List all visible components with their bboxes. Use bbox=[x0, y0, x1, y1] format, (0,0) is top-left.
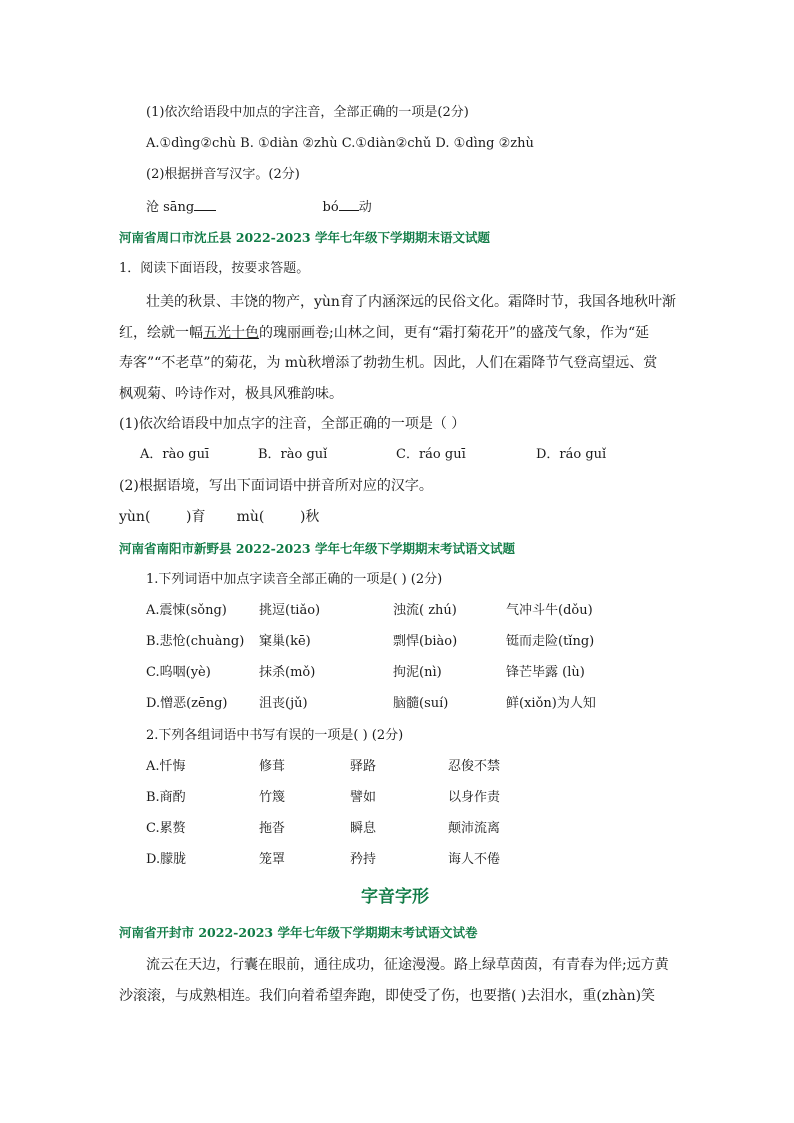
passage-line: 流云在天边，行囊在眼前，通往成功，征途漫漫。路上绿草茵茵，有青春为伴;远方黄 bbox=[146, 957, 669, 973]
option-cell: D.朦胧 bbox=[146, 852, 187, 867]
option-cell: 挑逗(tiǎo) bbox=[259, 603, 321, 618]
passage-text: 的瑰丽画卷;山林之间，更有“霜打菊花开”的盛茂气象，作为“延 bbox=[259, 325, 650, 341]
question-text: (2)根据拼音写汉字。(2分) bbox=[146, 167, 300, 182]
question-text: 1．阅读下面语段，按要求答题。 bbox=[119, 261, 310, 276]
passage-line: 寿客”“不老草”的菊花，为 mù秋增添了勃勃生机。因此，人们在霜降节气登高望远、赏 bbox=[119, 355, 658, 371]
option-cell: 抹杀(mǒ) bbox=[259, 665, 316, 680]
fill-blank-prefix: 沧 sāng bbox=[146, 200, 195, 215]
option-cell: 鲜(xiǒn)为人知 bbox=[506, 696, 596, 711]
fill-blank-line: yùn( )育 mù( )秋 bbox=[119, 509, 320, 525]
option-cell: 锋芒毕露 (lù) bbox=[506, 665, 585, 680]
answer-option: A．rào guī bbox=[140, 447, 210, 462]
option-cell: 脑髓(suí) bbox=[393, 696, 449, 711]
section-title: 字音字形 bbox=[361, 887, 429, 907]
source-heading: 河南省开封市 2022-2023 学年七年级下学期期末考试语文试卷 bbox=[119, 925, 478, 940]
question-text: 2.下列各组词语中书写有误的一项是( ) (2分) bbox=[146, 728, 404, 743]
option-cell: C.呜咽(yè) bbox=[146, 665, 211, 680]
option-cell: 修葺 bbox=[259, 759, 286, 774]
option-cell: 铤而走险(tǐng) bbox=[506, 634, 595, 649]
option-cell: 驿路 bbox=[350, 759, 377, 774]
option-cell: B.悲怆(chuàng) bbox=[146, 634, 245, 649]
question-text: (1)依次给语段中加点字的注音，全部正确的一项是（ ） bbox=[119, 416, 466, 432]
option-cell: 以身作责 bbox=[448, 790, 501, 805]
option-cell: 譬如 bbox=[350, 790, 377, 805]
option-cell: 矜持 bbox=[350, 852, 377, 867]
option-cell: 浊流( zhú) bbox=[393, 603, 457, 618]
passage-line: 壮美的秋景、丰饶的物产，yùn育了内涵深远的民俗文化。霜降时节，我国各地秋叶渐 bbox=[146, 294, 676, 310]
passage-line bbox=[119, 324, 649, 342]
answer-option: C．ráo guī bbox=[396, 447, 466, 462]
option-cell: 瞬息 bbox=[350, 821, 377, 836]
source-heading: 河南省周口市沈丘县 2022-2023 学年七年级下学期期末语文试题 bbox=[119, 230, 490, 245]
blank bbox=[194, 198, 216, 211]
option-cell: 笼罩 bbox=[259, 852, 286, 867]
option-cell: 窠巢(kē) bbox=[259, 634, 311, 649]
option-cell: A.忏悔 bbox=[146, 759, 186, 774]
option-cell: 颠沛流离 bbox=[448, 821, 501, 836]
option-cell: 气冲斗牛(dǒu) bbox=[506, 603, 593, 618]
source-heading: 河南省南阳市新野县 2022-2023 学年七年级下学期期末考试语文试题 bbox=[119, 541, 515, 556]
passage-line: 沙滚滚，与成熟相连。我们向着希望奔跑，即使受了伤，也要揩( )去泪水，重(zhàn)笑 bbox=[119, 988, 656, 1004]
question-text: 1.下列词语中加点字读音全部正确的一项是( ) (2分) bbox=[146, 572, 443, 587]
blank bbox=[339, 198, 359, 211]
option-cell: B.商酌 bbox=[146, 790, 186, 805]
option-cell: 诲人不倦 bbox=[448, 852, 501, 867]
question-text: (2)根据语境，写出下面词语中拼音所对应的汉字。 bbox=[119, 478, 433, 494]
option-cell: 忍俊不禁 bbox=[448, 759, 501, 774]
option-cell: 沮丧(jǔ) bbox=[259, 696, 308, 711]
option-cell: A.震悚(sǒng) bbox=[146, 603, 227, 618]
passage-text: 红，绘就一幅 bbox=[119, 325, 203, 341]
answer-options: A.①dìng②chù B. ①diàn ②zhù C.①diàn②chǔ D. ①dìng ②zhù bbox=[146, 136, 534, 151]
option-cell: 竹篾 bbox=[259, 790, 286, 805]
fill-blank-prefix: bó bbox=[322, 200, 339, 215]
question-text: (1)依次给语段中加点的字注音，全部正确的一项是(2分) bbox=[146, 105, 469, 120]
answer-option: B．rào guǐ bbox=[258, 447, 328, 462]
option-cell: 剽悍(biào) bbox=[393, 634, 458, 649]
answer-option: D．ráo guǐ bbox=[536, 447, 607, 462]
passage-line: 枫观菊、吟诗作对，极具风雅韵味。 bbox=[119, 386, 343, 402]
option-cell: C.累赘 bbox=[146, 821, 186, 836]
fill-blank-line bbox=[146, 198, 372, 217]
option-cell: D.憎恶(zēng) bbox=[146, 696, 228, 711]
underlined-word: 五光十色 bbox=[203, 325, 259, 341]
option-cell: 拘泥(nì) bbox=[393, 665, 442, 680]
fill-blank-suffix: 动 bbox=[358, 200, 372, 215]
option-cell: 拖沓 bbox=[259, 821, 286, 836]
